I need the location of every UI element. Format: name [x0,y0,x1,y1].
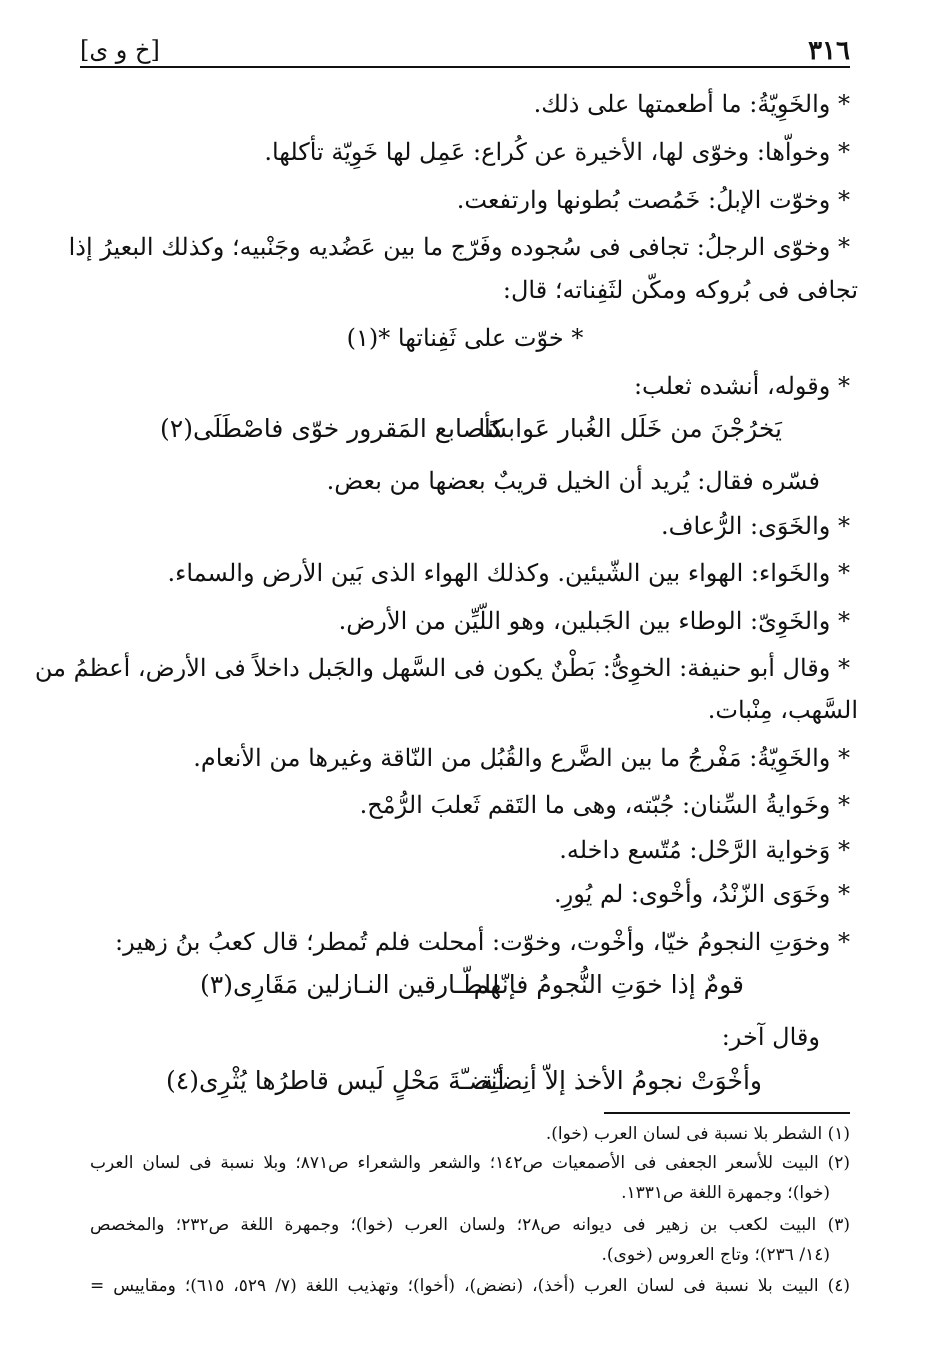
footnote: (٢) البيت للأسعر الجعفى فى الأصمعيات ص١٤٢؛ والشعر والشعراء ص٨٧١؛ وبلا نسبة فى لسان العرب [90,1153,851,1173]
body-line: * وقال أبو حنيفة: الخوِىُّ: بَطْنٌ يكون فى السَّهل والجَبل داخلاً فى الأرض، أعظمُ من [34,654,850,682]
body-line: * وقوله، أنشده ثعلب: [633,372,850,400]
body-line: * والخَوِيّةُ: مَفْرجُ ما بين الضَّرع والقُبُل من النّاقة وغيرها من الأنعام. [193,744,850,772]
body-line: * وخَوَى الزّنْدُ، وأخْوى: لم يُورِ. [554,880,850,908]
page-number: ٣١٦ [808,36,850,66]
verse-second-hemistich: كأصابع المَقرور خوّى فاصْطَلَى(٢) [160,414,504,443]
verse-first-hemistich: قومٌ إذا خوَتِ النُّجومُ فإنّهم [473,970,744,999]
body-line: * وَخواية الرَّحْل: مُتّسع داخله. [559,836,850,864]
footnote: (٤) البيت بلا نسبة فى لسان العرب (أخذ)، (نضض)، (أخوا)؛ وتهذيب اللغة (٧/ ٥٢٩، ٦١٥)؛ ومقاييس = [90,1276,850,1296]
verse-second-hemistich: أنِضـّةَ مَحْلٍ لَيس قاطرُها يُثْرِى(٤) [166,1066,505,1095]
body-line: * والخَوِيّةُ: ما أطعمتها على ذلك. [533,90,850,118]
body-line: تجافى فى بُروكه ومكّن لثَفِناته؛ قال: [502,276,858,304]
body-line: السَّهب، مِنْبات. [707,696,858,724]
footnote-rule [604,1112,850,1114]
body-line: * وخوّت الإبلُ: خَمُصت بُطونها وارتفعت. [456,186,850,214]
body-line: * والخَوِىّ: الوطاء بين الجَبلين، وهو اللّيِّن من الأرض. [338,607,850,635]
verse-first-hemistich: يَخرُجْنَ من خَلَل الغُبار عَوابسًا [478,414,782,443]
body-line: * وخوّى الرجلُ: تجافى فى سُجوده وفَرّج ما بين عَضُديه وجَنْبيه؛ وكذلك البعيرُ إذا [68,233,850,261]
header-rule [80,66,850,68]
body-line: فسّره فقال: يُريد أن الخيل قريبٌ بعضها من بعض. [326,467,820,495]
verse-second-hemistich: للطّـارقين النـازلين مَقَارِى(٣) [200,970,500,999]
footnote-continuation: (خوا)؛ وجمهرة اللغة ص١٣٣١. [621,1183,830,1203]
page-header [80,30,850,70]
body-line: وقال آخر: [721,1023,820,1051]
body-line: * وخَوايةُ السِّنان: جُبّته، وهى ما التَقم ثَعلبَ الرُّمْح. [359,791,850,819]
body-line: * والخَواء: الهواء بين الشّيئين. وكذلك الهواء الذى بَين الأرض والسماء. [167,559,850,587]
quoted-hemistich: * خوّت على ثَفِناتها *(١) [346,324,584,352]
verse-first-hemistich: وأخْوَتْ نجومُ الأخذ إلاّ أنِضـّة [480,1066,762,1095]
body-line: * والخَوَى: الرُّعاف. [661,512,850,540]
running-head: [خ و ی] [80,36,160,64]
body-line: * وخواّها: وخوّى لها، الأخيرة عن كُراع: عَمِل لها خَوِيّة تأكلها. [264,138,850,166]
footnote: (١) الشطر بلا نسبة فى لسان العرب (خوا). [545,1124,850,1144]
body-line: * وخوَتِ النجومُ خيّا، وأخْوت، وخوّت: أمحلت فلم تُمطر؛ قال كعبُ بنُ زهير: [115,928,850,956]
footnote: (٣) البيت لكعب بن زهير فى ديوانه ص٢٨؛ ولسان العرب (خوا)؛ وجمهرة اللغة ص٢٣٢؛ والمخصص [90,1215,850,1235]
footnote-continuation: (١٤/ ٢٣٦)؛ وتاج العروس (خوى). [601,1245,830,1265]
